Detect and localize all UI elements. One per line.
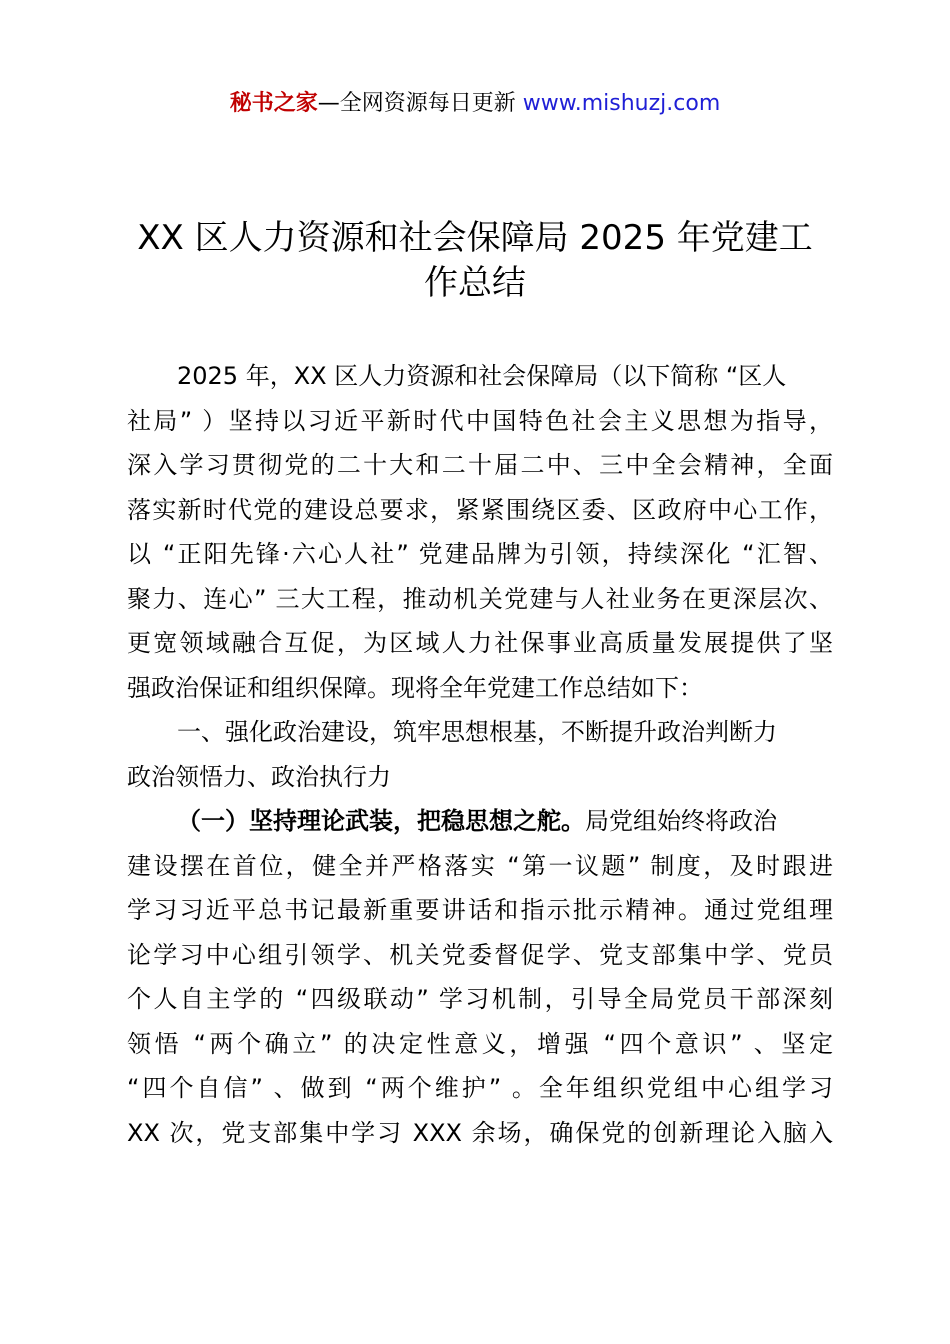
intro-line: 落实新时代党的建设总要求，紧紧围绕区委、区政府中心工作， xyxy=(127,495,833,524)
intro-line: 社局” ）坚持以习近平新时代中国特色社会主义思想为指导， xyxy=(127,406,833,435)
document-title xyxy=(100,216,850,305)
title-line-1: XX 区人力资源和社会保障局 2025 年党建工 xyxy=(137,218,813,258)
section-heading-line: 政治领悟力、政治执行力 xyxy=(127,762,391,791)
site-header xyxy=(0,88,950,120)
intro-line: 更宽领域融合互促，为区域人力社保事业高质量发展提供了坚 xyxy=(127,629,833,657)
subsection-line: “四个自信” 、做到 “两个维护” 。全年组织党组中心组学习 xyxy=(127,1074,833,1102)
subsection-line: 建设摆在首位，健全并严格落实 “第一议题” 制度，及时跟进 xyxy=(127,851,833,880)
header-tagline: —全网资源每日更新 xyxy=(317,91,516,116)
subsection-line: 领悟 “两个确立” 的决定性意义，增强 “四个意识” 、坚定 xyxy=(127,1029,833,1058)
subsection-line: 论学习中心组引领学、机关党委督促学、党支部集中学、党员 xyxy=(127,940,833,969)
site-url-link[interactable]: www.mishuzj.com xyxy=(522,91,721,116)
document-body xyxy=(127,354,833,1155)
intro-line: 以 “正阳先锋·六心人社” 党建品牌为引领，持续深化 “汇智、 xyxy=(127,540,833,568)
subsection-first-line xyxy=(127,799,833,844)
brand-name: 秘书之家 xyxy=(229,91,318,116)
intro-line: 2025 年，XX 区人力资源和社会保障局（以下简称 “区人 xyxy=(177,362,787,390)
section-heading-line: 一、强化政治建设，筑牢思想根基，不断提升政治判断力 xyxy=(177,718,777,746)
subsection-text: 局党组始终将政治 xyxy=(585,807,777,835)
subsection-line: 学习习近平总书记最新重要讲话和指示批示精神。通过党组理 xyxy=(127,896,833,924)
subsection-heading: （一）坚持理论武装，把稳思想之舵。 xyxy=(177,807,585,835)
intro-line: 聚力、连心” 三大工程，推动机关党建与人社业务在更深层次、 xyxy=(127,584,833,613)
intro-line: 深入学习贯彻党的二十大和二十届二中、三中全会精神，全面 xyxy=(127,451,833,479)
title-line-2: 作总结 xyxy=(424,262,526,303)
subsection-line: XX 次，党支部集中学习 XXX 余场，确保党的创新理论入脑入 xyxy=(127,1118,833,1147)
intro-line: 强政治保证和组织保障。现将全年党建工作总结如下： xyxy=(127,673,703,702)
subsection-line: 个人自主学的 “四级联动” 学习机制，引导全局党员干部深刻 xyxy=(127,985,833,1013)
